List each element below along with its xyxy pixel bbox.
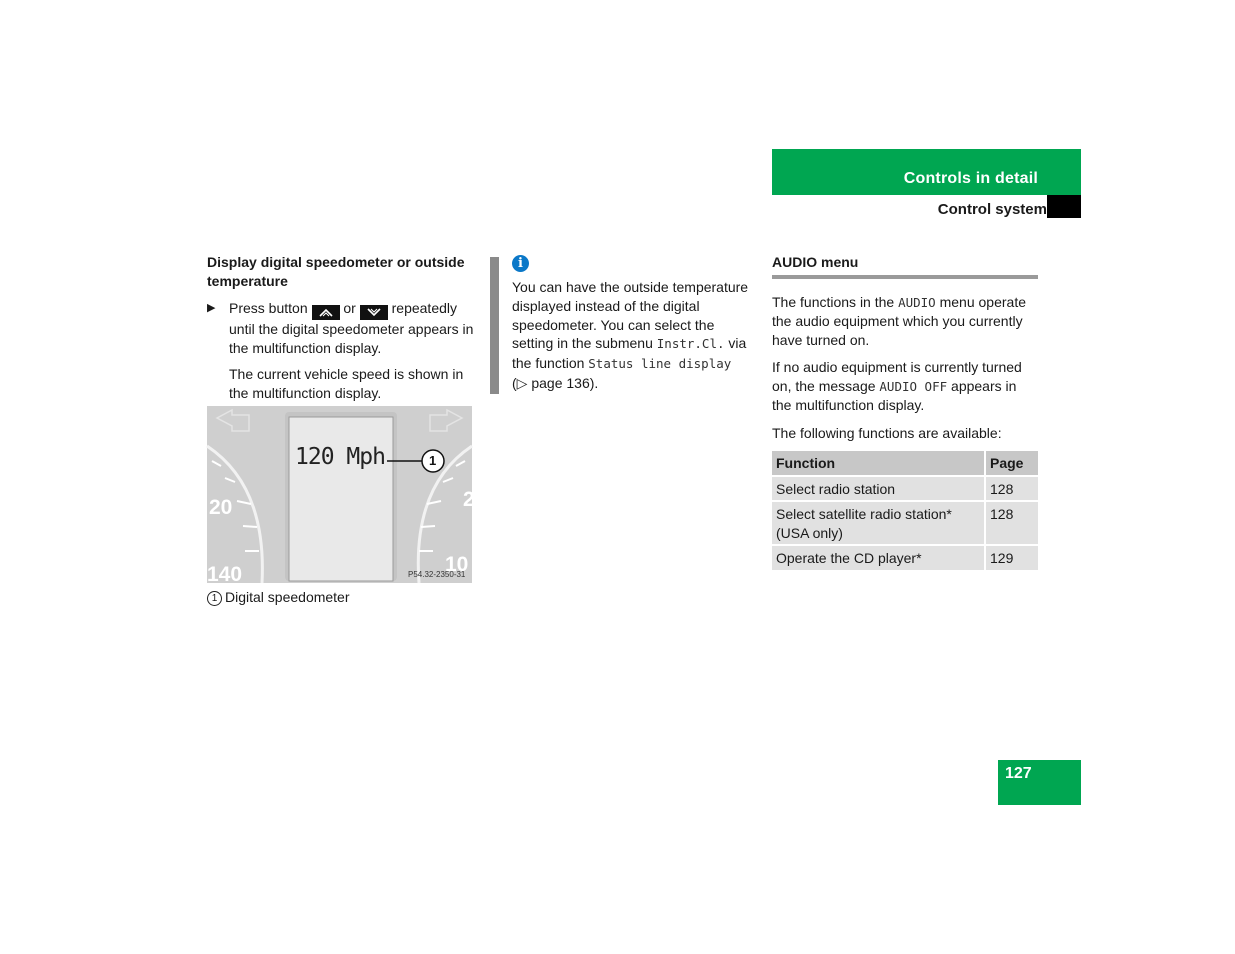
gauge-label: 2 <box>463 488 475 511</box>
page-cell: 129 <box>985 545 1038 571</box>
paragraph: If no audio equipment is currently turned on, the message AUDIO OFF appears in the multifunction display. <box>772 359 1022 413</box>
gauge-label: 20 <box>209 496 233 519</box>
table-header-row <box>772 451 1038 476</box>
submenu-name: Instr.Cl. <box>656 336 725 352</box>
bullet-arrow-icon: ▶ <box>207 302 216 314</box>
procedure-step: ▶ Press button or repeatedly until the digital speedometer appears in the multifunction display. <box>207 300 474 356</box>
left-column <box>207 253 475 402</box>
gauge-label: 10 <box>445 553 469 576</box>
function-cell: Operate the CD player* <box>772 545 985 571</box>
function-cell: Select satellite radio station* (USA only) <box>772 501 985 545</box>
caption-text: Digital speedometer <box>225 589 350 605</box>
page-cell: 128 <box>985 476 1038 502</box>
figure-reference: P54.32-2350-31 <box>408 570 466 579</box>
section-header-bar <box>772 149 1081 195</box>
page-number: 127 <box>998 760 1081 805</box>
down-arrow-key-icon <box>360 305 388 320</box>
table-row <box>772 476 1038 502</box>
paragraph: The functions in the AUDIO menu operate the audio equipment which you currently have turned on. <box>772 293 1027 348</box>
audio-menu-heading: AUDIO menu <box>772 253 1038 279</box>
column-header: Function <box>772 451 985 476</box>
function-cell: Select radio station <box>772 476 985 502</box>
subsection-marker <box>1047 195 1081 218</box>
functions-table <box>772 451 1038 572</box>
info-note: i You can have the outside temperature displayed instead of the digital speedometer. You can select the setting in the submenu Instr.Cl. via the function Status line display (▷ page 136). <box>512 256 749 391</box>
subsection-title: Control system <box>937 201 1047 218</box>
table-row <box>772 545 1038 571</box>
info-note-bar <box>490 257 499 394</box>
figure-caption <box>207 588 350 606</box>
message-code: AUDIO OFF <box>879 378 948 394</box>
instrument-cluster-figure <box>207 406 475 586</box>
up-arrow-key-icon <box>312 305 340 320</box>
step-result: The current vehicle speed is shown in the multifunction display. <box>229 366 464 401</box>
right-column <box>772 253 1038 572</box>
info-icon: i <box>512 255 529 272</box>
callout-marker: 1 <box>429 453 437 468</box>
caption-number: 1 <box>207 591 222 606</box>
column-header: Page <box>985 451 1038 476</box>
page-reference: page 136). <box>531 374 599 391</box>
procedure-heading: Display digital speedometer or outside temperature <box>207 254 465 289</box>
page-cell: 128 <box>985 501 1038 545</box>
paragraph: The following functions are available: <box>772 424 1002 441</box>
gauge-label: 140 <box>207 563 243 586</box>
page-ref-icon: ▷ <box>516 374 528 391</box>
section-title: Controls in detail <box>903 170 1038 187</box>
menu-code: AUDIO <box>898 294 936 310</box>
speed-readout: 120 Mph <box>295 444 385 470</box>
function-name: Status line display <box>588 356 732 372</box>
table-row <box>772 501 1038 545</box>
